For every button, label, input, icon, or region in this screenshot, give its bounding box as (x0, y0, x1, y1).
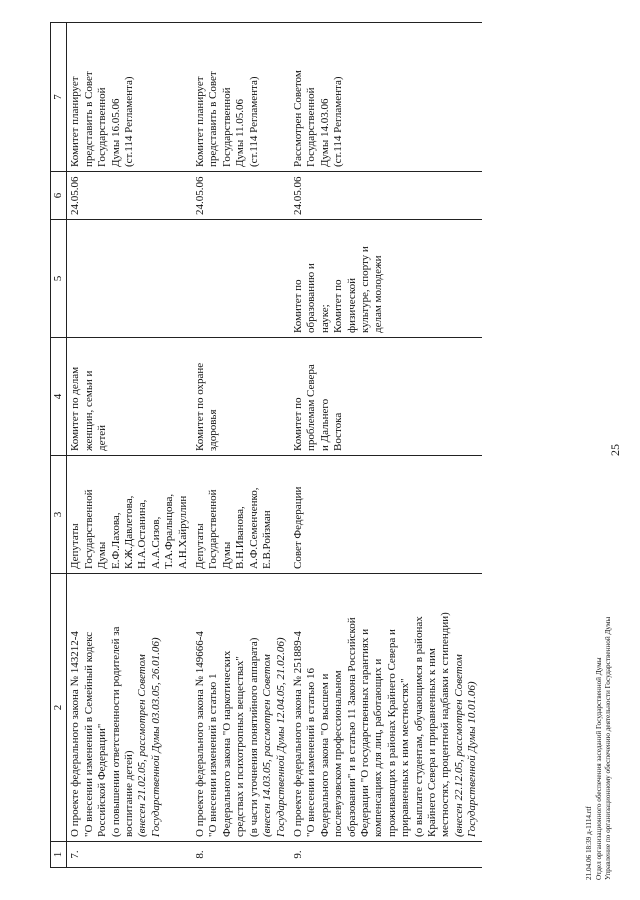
initiator-line: Думы (96, 541, 109, 569)
initiator-line: Т.А.Фралыцова, (163, 493, 176, 569)
committee-line: Комитет по (291, 397, 304, 451)
committee-cell (290, 338, 482, 456)
status-cell (290, 23, 482, 172)
status-line: Думы 11.05.06 (234, 98, 247, 167)
bill-title-line: компенсациях для лиц, работающих и (372, 658, 385, 837)
row-number-cell: 9. (290, 842, 482, 868)
bill-title-cell (67, 574, 192, 842)
bill-title-cell (290, 574, 482, 842)
status-line: Государственной (96, 87, 109, 167)
bill-note-line: Государственной Думы 03.03.05, 26.01.06) (149, 637, 162, 837)
initiator-line: К.Ж.Давлетова, (123, 495, 136, 569)
co-committee-line: делам молодежи (372, 255, 385, 333)
date-cell: 24.05.06 (192, 172, 290, 220)
status-line: Комитет планирует (194, 76, 207, 167)
bill-note-line: (внесен 21.02.05, рассмотрен Советом (136, 654, 149, 837)
status-line: представить в Совет (207, 71, 220, 167)
initiator-line: А.Н.Хайруллин (176, 495, 189, 569)
bill-note-line: Государственной Думы 12.04.05, 21.02.06) (274, 637, 287, 837)
initiator-line: А.А.Сизов, (149, 516, 162, 569)
bill-title-line: Федерального закона "О высшем и (318, 673, 331, 837)
committee-line: и Дальнего (318, 398, 331, 451)
co-committee-cell (67, 220, 192, 338)
initiator-line: Совет Федерации (291, 486, 304, 569)
bill-title-line: образовании" и в статью 11 Закона Российской (345, 617, 358, 837)
committee-line: Комитет по делам (69, 366, 82, 451)
footer-directorate-line: Управление по организационному обеспечению деятельности Государственной Думы (604, 616, 613, 880)
committee-cell (192, 338, 290, 456)
co-committee-line: образованию и (305, 263, 318, 333)
rotated-page (30, 30, 613, 880)
bill-title-line: Крайнего Севера и приравненных к ним (425, 648, 438, 837)
co-committee-line: физической (345, 278, 358, 333)
status-line: Государственной (220, 87, 233, 167)
bill-title-line: местностях, процентной надбавки к стипендии) (439, 612, 452, 837)
committee-cell (67, 338, 192, 456)
co-committee-line: культуре, спорту и (358, 246, 371, 333)
status-line: Думы 16.05.06 (109, 98, 122, 167)
status-line: Думы 14.03.06 (318, 98, 331, 167)
document-footer (585, 260, 614, 880)
bills-table (50, 22, 482, 868)
initiator-line: Государственной (207, 489, 220, 569)
committee-line: женщин, семьи и (82, 370, 95, 451)
initiator-line: Н.А.Останина, (136, 499, 149, 569)
initiator-cell (192, 456, 290, 574)
bill-title-line: "О внесении изменений в Семейный кодекс (82, 631, 95, 837)
bill-title-line: Федерации "О государственных гарантиях и (358, 628, 371, 837)
bill-title-line: послевузовском профессиональном (332, 670, 345, 837)
initiator-line: Государственной (82, 489, 95, 569)
co-committee-line: Комитет по (332, 279, 345, 333)
initiator-line: Е.В.Ройзман (261, 510, 274, 569)
committee-line: детей (96, 424, 109, 451)
footer-file-line: 21.04.06 18:39 д-1114.rtf (585, 806, 593, 880)
table-row (192, 23, 290, 868)
initiator-cell (67, 456, 192, 574)
status-line: (ст.114 Регламента) (123, 76, 136, 167)
bill-title-line: О проекте федерального закона № 143212-4 (69, 631, 82, 837)
row-number-cell: 8. (192, 842, 290, 868)
status-line: представить в Совет (82, 71, 95, 167)
initiator-cell (290, 456, 482, 574)
footer-department-line: Отдел организационного обеспечения заседаний Государственной Думы (594, 657, 603, 880)
bill-title-line: средствах и психотропных веществах" (234, 656, 247, 837)
table-header-row (51, 23, 67, 868)
column-header: 3 (51, 456, 67, 574)
committee-line: проблемам Севера (305, 364, 318, 451)
date-cell: 24.05.06 (290, 172, 482, 220)
column-header: 5 (51, 220, 67, 338)
bill-title-line: приравненных к ним местностях" (399, 678, 412, 837)
column-header: 7 (51, 23, 67, 172)
initiator-line: Е.Ф.Лахова, (109, 512, 122, 569)
initiator-line: В.Н.Иванова, (234, 506, 247, 569)
status-line: Государственной (305, 87, 318, 167)
bill-title-line: проживающих в районах Крайнего Севера и (385, 629, 398, 837)
row-number-cell: 7. (67, 842, 192, 868)
date-cell: 24.05.06 (67, 172, 192, 220)
bill-note-line: Государственной Думы 10.01.06) (466, 681, 479, 837)
committee-line: здоровья (207, 409, 220, 451)
bill-title-cell (192, 574, 290, 842)
bill-title-line: "О внесении изменений в статью 1 (207, 673, 220, 837)
committee-line: Комитет по охране (194, 362, 207, 451)
column-header: 6 (51, 172, 67, 220)
column-header: 1 (51, 842, 67, 868)
status-cell (67, 23, 192, 172)
bill-title-line: О проекте федерального закона № 149666-4 (194, 631, 207, 837)
bill-title-line: "О внесении изменений в статью 16 (305, 668, 318, 837)
status-cell (192, 23, 290, 172)
bill-note-line: (внесен 22.12.05, рассмотрен Советом (452, 654, 465, 837)
initiator-line: Депутаты (69, 523, 82, 569)
initiator-line: Думы (220, 541, 233, 569)
table-row (67, 23, 192, 868)
bill-title-line: воспитание детей) (123, 750, 136, 837)
bill-title-line: Федерального закона "О наркотических (220, 650, 233, 837)
column-header: 2 (51, 574, 67, 842)
status-line: Комитет планирует (69, 76, 82, 167)
co-committee-cell (290, 220, 482, 338)
co-committee-line: Комитет по (291, 279, 304, 333)
initiator-line: Депутаты (194, 523, 207, 569)
co-committee-line: науке; (318, 304, 331, 333)
bill-title-line: (о выплате студентам, обучающимся в районах (412, 616, 425, 837)
bill-note-line: (внесен 14.03.05, рассмотрен Советом (261, 654, 274, 837)
status-line: Рассмотрен Советом (291, 70, 304, 167)
bill-title-line: О проекте федерального закона № 251889-4 (291, 631, 304, 837)
column-header: 4 (51, 338, 67, 456)
committee-line: Востока (332, 412, 345, 451)
status-line: (ст.114 Регламента) (247, 76, 260, 167)
page-number: 25 (608, 444, 622, 456)
table-row (290, 23, 482, 868)
bill-title-line: Российской Федерации" (96, 723, 109, 837)
co-committee-cell (192, 220, 290, 338)
status-line: (ст.114 Регламента) (332, 76, 345, 167)
bill-title-line: (о повышении ответственности родителей за (109, 626, 122, 837)
bill-title-line: (в части уточнения понятийного аппарата) (247, 637, 260, 837)
initiator-line: А.Ф.Семенченко, (247, 487, 260, 569)
